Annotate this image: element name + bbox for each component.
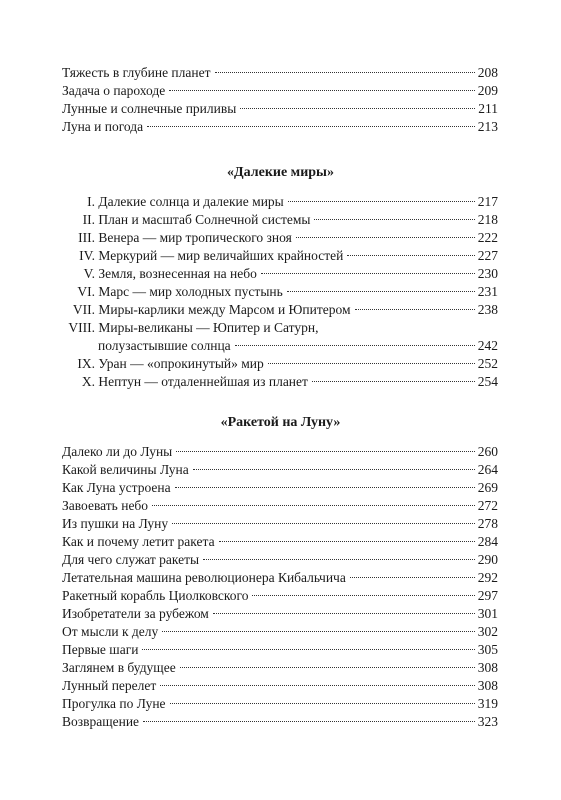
chapter-number: VII. <box>72 302 95 317</box>
toc-entry-title: Возвращение <box>62 714 140 729</box>
dot-leader <box>203 559 475 560</box>
toc-section-continued <box>62 64 498 136</box>
toc-entry[interactable] <box>62 461 498 479</box>
dot-leader <box>219 541 475 542</box>
toc-entry-page: 264 <box>477 462 498 477</box>
toc-entry[interactable] <box>62 713 498 731</box>
toc-entry-title: Луна и погода <box>62 119 144 134</box>
dot-leader <box>170 703 475 704</box>
toc-entry-title: Для чего служат ракеты <box>62 552 200 567</box>
toc-entry[interactable] <box>62 479 498 497</box>
toc-entry[interactable] <box>62 373 498 391</box>
dot-leader <box>314 219 474 220</box>
toc-entry-title: Меркурий — мир величайших крайностей <box>98 248 344 263</box>
dot-leader <box>261 273 475 274</box>
toc-entry-page: 292 <box>477 570 498 585</box>
toc-entry-title: Какой величины Луна <box>62 462 189 477</box>
toc-entry[interactable] <box>62 64 498 82</box>
toc-entry[interactable] <box>62 641 498 659</box>
dot-leader <box>347 255 474 256</box>
chapter-number: V. <box>83 266 95 281</box>
toc-entry-title: Миры-великаны — Юпитер и Сатурн, <box>98 320 319 335</box>
toc-entry-title: От мысли к делу <box>62 624 159 639</box>
toc-entry[interactable] <box>62 443 498 461</box>
dot-leader <box>355 309 475 310</box>
toc-entry-title: Как и почему летит ракета <box>62 534 215 549</box>
toc-entry-title: Летательная машина революционера Кибальчича <box>62 570 346 585</box>
toc-entry[interactable] <box>62 283 498 301</box>
toc-entry-continuation[interactable] <box>62 337 498 355</box>
dot-leader <box>152 505 475 506</box>
toc-entry-title: План и масштаб Солнечной системы <box>98 212 311 227</box>
dot-leader <box>215 72 475 73</box>
toc-entry[interactable] <box>62 82 498 100</box>
toc-entry-page: 308 <box>477 660 498 675</box>
dot-leader <box>176 451 475 452</box>
dot-leader <box>287 291 475 292</box>
toc-entry-title: Прогулка по Луне <box>62 696 166 711</box>
toc-entry-title: Как Луна устроена <box>62 480 171 495</box>
dot-leader <box>142 649 474 650</box>
toc-entry-title: Марс — мир холодных пустынь <box>98 284 283 299</box>
toc-entry[interactable] <box>62 623 498 641</box>
toc-entry[interactable] <box>62 301 498 319</box>
toc-entry[interactable] <box>62 695 498 713</box>
toc-entry-page: 211 <box>478 101 498 116</box>
toc-entry[interactable] <box>62 587 498 605</box>
toc-entry-title: Земля, вознесенная на небо <box>98 266 257 281</box>
toc-entry-title: Задача о пароходе <box>62 83 166 98</box>
chapter-number: X. <box>81 374 95 389</box>
toc-entry-page: 290 <box>477 552 498 567</box>
toc-entry[interactable] <box>62 355 498 373</box>
toc-entry-page: 305 <box>477 642 498 657</box>
chapter-number: VI. <box>77 284 95 299</box>
dot-leader <box>350 577 475 578</box>
toc-entry-title: Венера — мир тропического зноя <box>98 230 292 245</box>
toc-entry-title: Заглянем в будущее <box>62 660 176 675</box>
toc-entry-title: Лунные и солнечные приливы <box>62 101 237 116</box>
toc-entry-title: Нептун — отдаленнейшая из планет <box>98 374 308 389</box>
dot-leader <box>169 90 475 91</box>
section-heading-rocket-to-moon: «Ракетой на Луну» <box>220 415 341 430</box>
toc-entry-page: 308 <box>477 678 498 693</box>
dot-leader <box>240 108 475 109</box>
toc-entry-page: 252 <box>477 356 498 371</box>
toc-entry-title-continued: полузастывшие солнца <box>98 338 231 353</box>
toc-entry-page: 284 <box>477 534 498 549</box>
toc-entry-page: 302 <box>477 624 498 639</box>
toc-entry-page: 301 <box>477 606 498 621</box>
toc-entry[interactable] <box>62 659 498 677</box>
toc-entry[interactable] <box>62 533 498 551</box>
chapter-number: VIII. <box>68 320 95 335</box>
toc-section-distant-worlds <box>62 193 498 391</box>
dot-leader <box>296 237 475 238</box>
toc-entry-page: 222 <box>477 230 498 245</box>
toc-section-rocket-to-moon <box>62 443 498 731</box>
chapter-number: I. <box>87 194 95 209</box>
toc-entry[interactable] <box>62 118 498 136</box>
toc-entry-title: Изобретатели за рубежом <box>62 606 209 621</box>
chapter-number: IX. <box>77 356 95 371</box>
dot-leader <box>252 595 474 596</box>
toc-entry[interactable] <box>62 605 498 623</box>
toc-entry-title: Завоевать небо <box>62 498 149 513</box>
toc-entry[interactable] <box>62 211 498 229</box>
toc-entry-title: Далекие солнца и далекие миры <box>98 194 284 209</box>
toc-entry-title: Далеко ли до Луны <box>62 444 173 459</box>
toc-entry-page: 272 <box>477 498 498 513</box>
chapter-number: II. <box>82 212 95 227</box>
toc-entry-page: 269 <box>477 480 498 495</box>
dot-leader <box>172 523 475 524</box>
toc-entry-page: 230 <box>477 266 498 281</box>
dot-leader <box>288 201 475 202</box>
toc-entry-page: 227 <box>477 248 498 263</box>
toc-entry[interactable] <box>62 193 498 211</box>
toc-entry-page: 213 <box>477 119 498 134</box>
toc-entry-page: 242 <box>477 338 498 353</box>
toc-entry-title: Уран — «опрокинутый» мир <box>98 356 264 371</box>
dot-leader <box>162 631 475 632</box>
toc-entry-page: 209 <box>477 83 498 98</box>
toc-entry[interactable] <box>62 265 498 283</box>
toc-entry[interactable] <box>62 677 498 695</box>
toc-entry-title: Из пушки на Луну <box>62 516 169 531</box>
dot-leader <box>213 613 475 614</box>
toc-entry-page: 238 <box>477 302 498 317</box>
toc-entry-page: 260 <box>477 444 498 459</box>
toc-entry-title: Ракетный корабль Циолковского <box>62 588 249 603</box>
toc-entry-page: 231 <box>477 284 498 299</box>
toc-entry[interactable] <box>62 515 498 533</box>
toc-entry-page: 297 <box>477 588 498 603</box>
toc-entry[interactable] <box>62 319 498 337</box>
toc-entry-page: 278 <box>477 516 498 531</box>
dot-leader <box>143 721 475 722</box>
toc-entry-title: Тяжесть в глубине планет <box>62 65 211 80</box>
dot-leader <box>175 487 475 488</box>
dot-leader <box>180 667 475 668</box>
toc-entry-page: 217 <box>477 194 498 209</box>
toc-entry-title: Лунный перелет <box>62 678 157 693</box>
dot-leader <box>160 685 474 686</box>
dot-leader <box>193 469 475 470</box>
dot-leader <box>312 381 475 382</box>
chapter-number: IV. <box>79 248 95 263</box>
toc-entry[interactable] <box>62 247 498 265</box>
toc-entry[interactable] <box>62 569 498 587</box>
toc-entry-title: Первые шаги <box>62 642 139 657</box>
toc-entry[interactable] <box>62 229 498 247</box>
dot-leader <box>268 363 475 364</box>
dot-leader <box>147 126 475 127</box>
toc-entry[interactable] <box>62 551 498 569</box>
toc-entry-page: 208 <box>477 65 498 80</box>
toc-entry[interactable] <box>62 100 498 118</box>
toc-entry-page: 323 <box>477 714 498 729</box>
chapter-number: III. <box>78 230 95 245</box>
toc-entry-page: 218 <box>477 212 498 227</box>
toc-entry-title: Миры-карлики между Марсом и Юпитером <box>98 302 351 317</box>
section-heading-distant-worlds: «Далекие миры» <box>227 165 334 180</box>
toc-entry[interactable] <box>62 497 498 515</box>
toc-entry-page: 254 <box>477 374 498 389</box>
toc-entry-page: 319 <box>477 696 498 711</box>
dot-leader <box>235 345 475 346</box>
